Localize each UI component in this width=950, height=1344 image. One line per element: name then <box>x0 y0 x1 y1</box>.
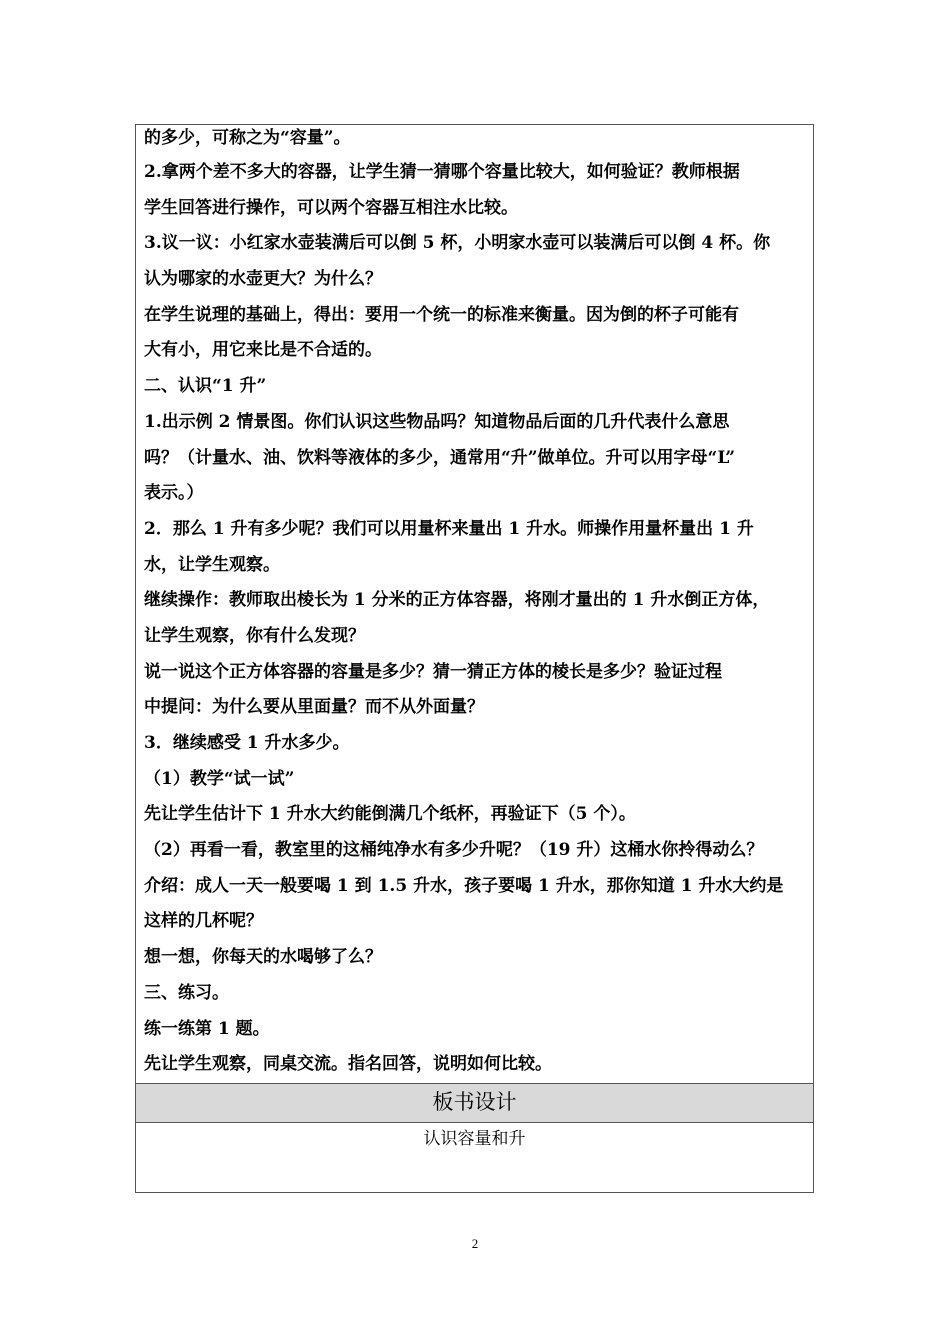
lesson-plan-table <box>135 124 814 1193</box>
content-line: 先让学生估计下 1 升水大约能倒满几个纸杯，再验证下（5 个）。 <box>144 804 636 825</box>
teaching-process-cell <box>136 125 813 1083</box>
content-line: 的多少，可称之为“容量”。 <box>144 128 351 148</box>
content-line: 三、练习。 <box>144 982 229 1003</box>
content-line: 说一说这个正方体容器的容量是多少？猜一猜正方体的棱长是多少？验证过程 <box>144 661 722 682</box>
content-line: 在学生说理的基础上，得出：要用一个统一的标准来衡量。因为倒的杯子可能有 <box>144 304 739 325</box>
board-design-header: 板书设计 <box>136 1083 813 1123</box>
content-line: 认为哪家的水壶更大？为什么？ <box>144 269 382 290</box>
content-line: 表示。） <box>144 483 204 504</box>
content-line: 介绍：成人一天一般要喝 1 到 1.5 升水，孩子要喝 1 升水，那你知道 1 升水大约是 <box>144 875 784 896</box>
content-line: 学生回答进行操作，可以两个容器互相注水比较。 <box>144 197 518 218</box>
content-line: 大有小，用它来比是不合适的。 <box>144 340 382 361</box>
content-line: 水，让学生观察。 <box>144 554 280 575</box>
content-line: 继续操作：教师取出棱长为 1 分米的正方体容器，将刚才量出的 1 升水倒正方体， <box>144 590 770 611</box>
content-line: （2）再看一看，教室里的这桶纯净水有多少升呢？（19 升）这桶水你拎得动么？ <box>144 840 764 861</box>
content-line: 3．继续感受 1 升水多少。 <box>144 733 350 753</box>
content-line: 先让学生观察，同桌交流。指名回答，说明如何比较。 <box>144 1054 552 1075</box>
content-line: 吗？（计量水、油、饮料等液体的多少，通常用“升”做单位。升可以用字母“L” <box>144 447 735 468</box>
content-line: 让学生观察，你有什么发现？ <box>144 625 365 646</box>
content-line: 2．那么 1 升有多少呢？我们可以用量杯来量出 1 升水。师操作用量杯量出 1 升 <box>144 518 754 539</box>
content-line: 这样的几杯呢？ <box>144 911 263 932</box>
content-line: （1）教学“试一试” <box>144 768 295 789</box>
content-line: 想一想，你每天的水喝够了么？ <box>144 947 382 968</box>
content-line: 2.拿两个差不多大的容器，让学生猜一猜哪个容量比较大，如何验证？教师根据 <box>144 162 740 182</box>
content-line: 中提问：为什么要从里面量？而不从外面量？ <box>144 697 484 718</box>
board-design-cell <box>136 1123 813 1192</box>
content-line: 二、认识“1 升” <box>144 376 267 397</box>
content-line: 3.议一议：小红家水壶装满后可以倒 5 杯，小明家水壶可以装满后可以倒 4 杯。你 <box>144 233 771 254</box>
board-design-title: 认识容量和升 <box>423 1128 526 1149</box>
content-line: 练一练第 1 题。 <box>144 1018 270 1039</box>
page-number: 2 <box>471 1236 479 1251</box>
content-line: 1.出示例 2 情景图。你们认识这些物品吗？知道物品后面的几升代表什么意思 <box>144 411 730 432</box>
